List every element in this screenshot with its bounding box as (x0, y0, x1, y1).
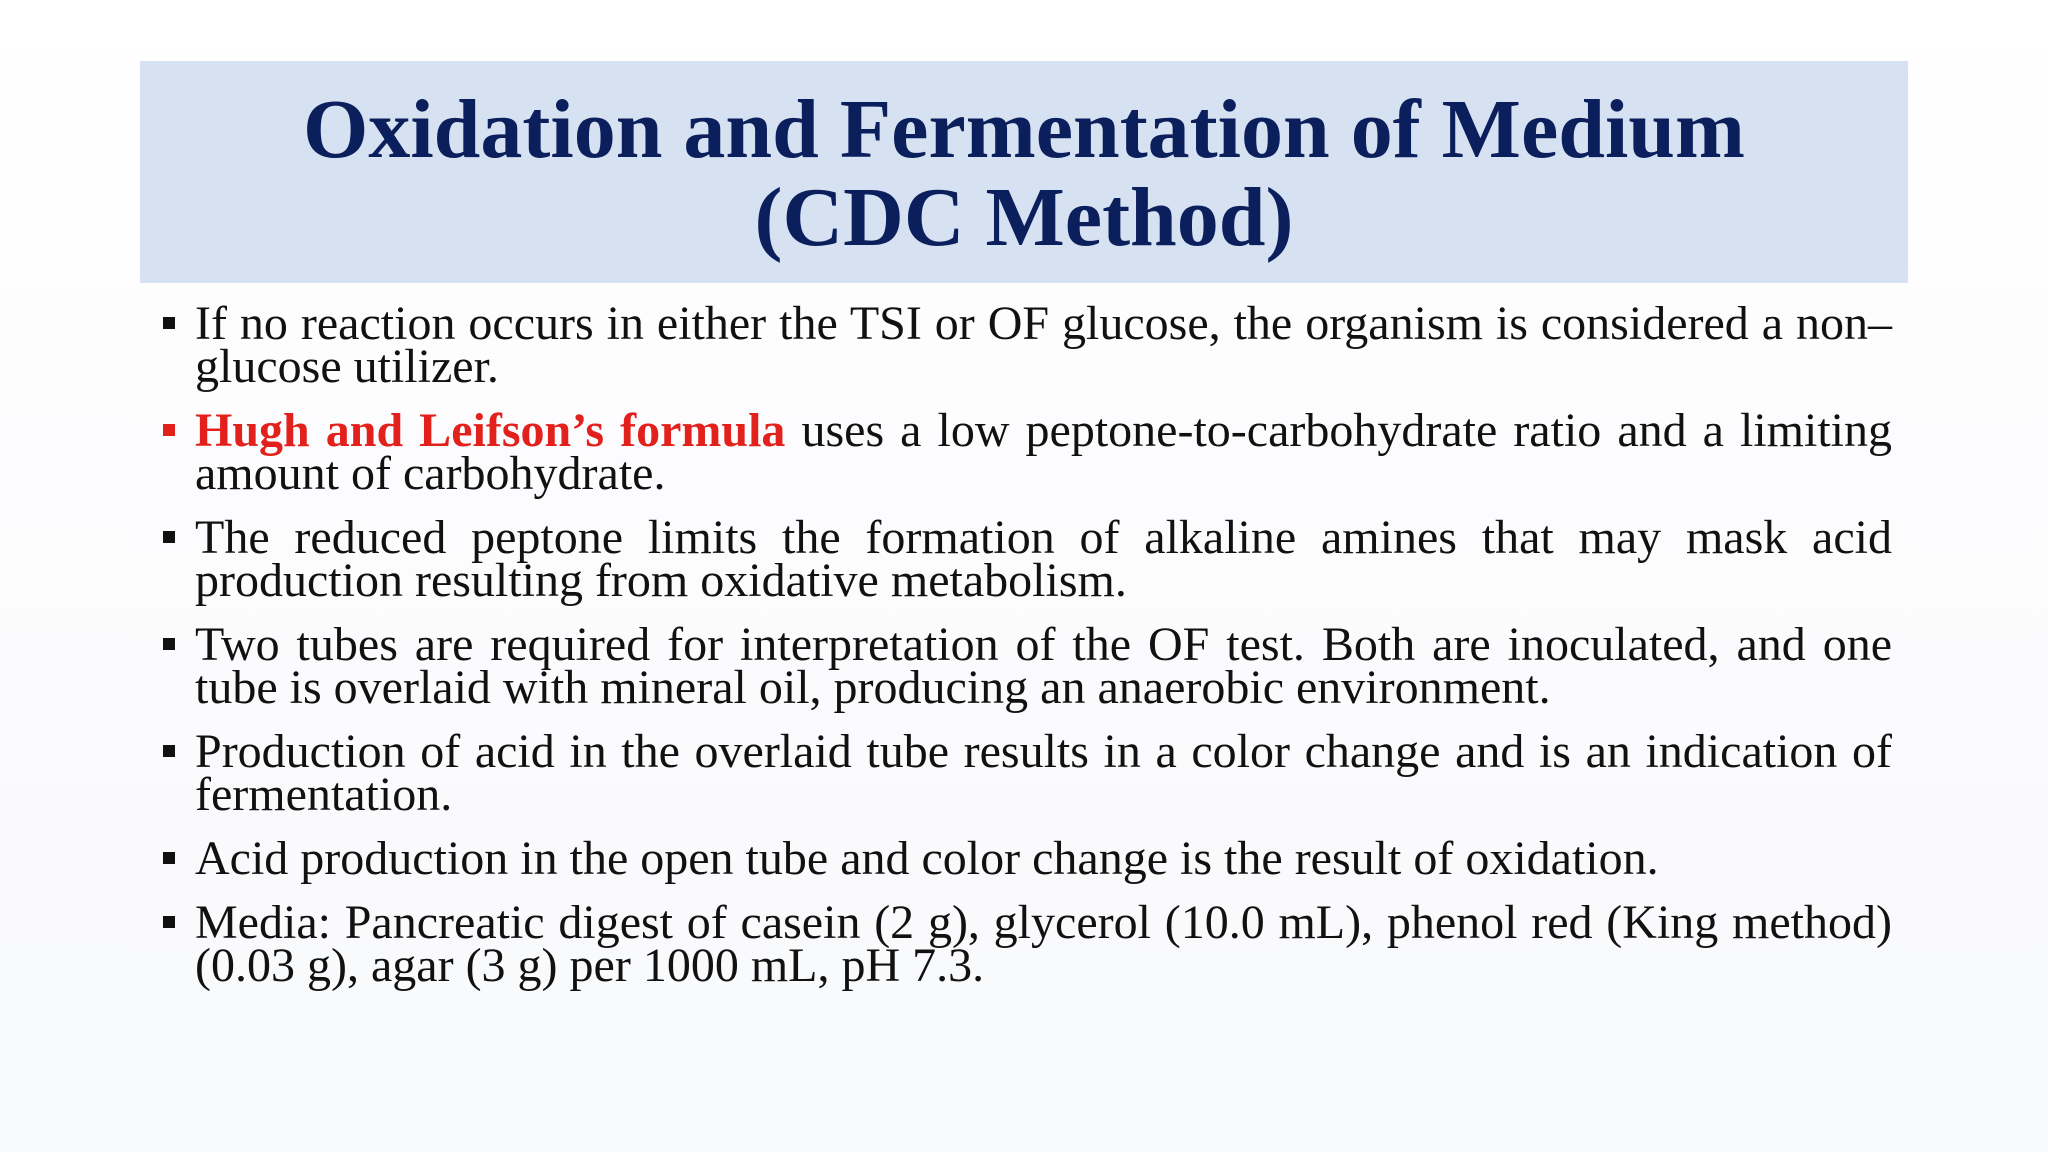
bullet-item (160, 297, 1892, 393)
square-bullet-icon (163, 852, 175, 864)
square-bullet-icon (163, 531, 175, 543)
bullet-item (160, 511, 1892, 607)
bullet-list (160, 297, 1892, 1008)
bullet-text: Two tubes are required for interpretation of the OF test. Both are inoculated, and one tube is overlaid with mineral oil, producing an anaerobic environment. (195, 618, 1892, 714)
square-bullet-icon (163, 916, 175, 928)
bullet-text: Media: Pancreatic digest of casein (2 g), glycerol (10.0 mL), phenol red (King method) (0.03 g), agar (3 g) per 1000 mL, pH 7.3. (195, 896, 1892, 992)
square-bullet-icon (163, 745, 175, 757)
highlighted-term: Hugh and Leifson’s formula (195, 404, 786, 457)
square-bullet-icon (163, 317, 175, 329)
square-bullet-icon (163, 424, 175, 436)
bullet-item (160, 404, 1892, 500)
bullet-item (160, 896, 1892, 992)
bullet-text: uses a low peptone-to-carbohydrate ratio and a limiting amount of carbohydrate. (195, 404, 1892, 500)
bullet-text: The reduced peptone limits the formation of alkaline amines that may mask acid production resulting from oxidative metabolism. (195, 511, 1892, 607)
bullet-item (160, 618, 1892, 714)
bullet-text: Acid production in the open tube and color change is the result of oxidation. (195, 832, 1659, 885)
bullet-text: If no reaction occurs in either the TSI or OF glucose, the organism is considered a non–glucose utilizer. (195, 297, 1892, 393)
slide-title-line-1: Oxidation and Fermentation of Medium (303, 83, 1745, 176)
bullet-item (160, 832, 1892, 885)
bullet-item (160, 725, 1892, 821)
slide-title-line-2: (CDC Method) (754, 171, 1294, 264)
bullet-text: Production of acid in the overlaid tube results in a color change and is an indication of fermentation. (195, 725, 1892, 821)
title-band (140, 61, 1908, 283)
square-bullet-icon (163, 638, 175, 650)
